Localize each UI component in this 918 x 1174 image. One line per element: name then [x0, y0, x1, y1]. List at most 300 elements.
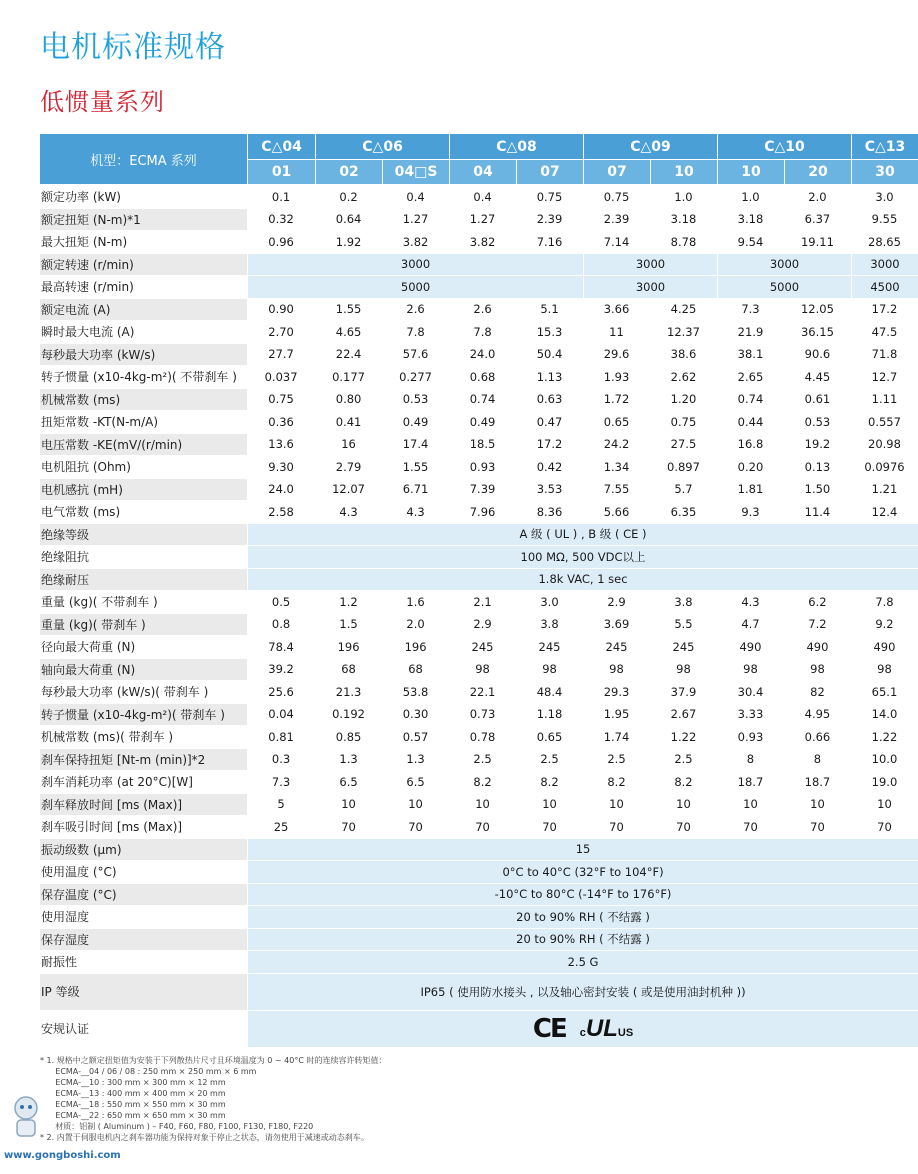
- spec-value: 14.0: [851, 703, 918, 726]
- spec-value: 21.9: [717, 320, 784, 343]
- spec-value: 16: [315, 433, 382, 456]
- spec-value: 5.5: [650, 613, 717, 636]
- spec-value: 2.79: [315, 455, 382, 478]
- spec-value: 6.71: [382, 478, 449, 501]
- model-code-header: 07: [516, 160, 583, 185]
- spec-value: 0.0976: [851, 455, 918, 478]
- spec-label: 最高转速 (r/min): [40, 275, 247, 298]
- page-title: 电机标准规格: [40, 30, 226, 65]
- spec-value: 7.55: [583, 478, 650, 501]
- spec-label: 电机阻抗 (Ohm): [40, 455, 247, 478]
- spec-row: [40, 230, 918, 253]
- spec-value: 82: [784, 680, 851, 703]
- spec-row: [40, 860, 918, 883]
- spec-value: 19.0: [851, 770, 918, 793]
- spec-value: 12.4: [851, 500, 918, 523]
- spec-value: 4.65: [315, 320, 382, 343]
- spec-value: 0.897: [650, 455, 717, 478]
- spec-value: 9.54: [717, 230, 784, 253]
- spec-value: 0.57: [382, 725, 449, 748]
- model-code-header: 30: [851, 160, 918, 185]
- spec-value: 17.4: [382, 433, 449, 456]
- spec-value: 7.8: [449, 320, 516, 343]
- spec-value: 10: [784, 793, 851, 816]
- spec-value: 70: [516, 815, 583, 838]
- spec-value: 11.4: [784, 500, 851, 523]
- spec-value: 2.1: [449, 590, 516, 613]
- spec-value: 4.3: [382, 500, 449, 523]
- footnotes: [40, 1055, 386, 1143]
- spec-value: 70: [583, 815, 650, 838]
- spec-merged-value: 3000: [851, 253, 918, 276]
- spec-value: 8.78: [650, 230, 717, 253]
- spec-value: 0.8: [247, 613, 315, 636]
- spec-value: 53.8: [382, 680, 449, 703]
- spec-label: 最大扭矩 (N-m): [40, 230, 247, 253]
- spec-value: 0.557: [851, 410, 918, 433]
- spec-value: 24.0: [449, 343, 516, 366]
- spec-value: 1.22: [650, 725, 717, 748]
- series-header: C△09: [583, 134, 717, 160]
- spec-value: 3.66: [583, 298, 650, 321]
- watermark-url: www.gongboshi.com: [4, 1150, 121, 1161]
- spec-label: 额定电流 (A): [40, 298, 247, 321]
- spec-value: 0.90: [247, 298, 315, 321]
- spec-label: 每秒最大功率 (kW/s): [40, 343, 247, 366]
- spec-value: 6.5: [382, 770, 449, 793]
- spec-label: 电气常数 (ms): [40, 500, 247, 523]
- spec-value: 6.2: [784, 590, 851, 613]
- spec-value: 12.7: [851, 365, 918, 388]
- spec-value: 1.72: [583, 388, 650, 411]
- spec-label: 电机感抗 (mH): [40, 478, 247, 501]
- spec-value: 98: [717, 658, 784, 681]
- footnote-line: * 2. 内置于伺服电机内之刹车器功能为保持对象于停止之状态，请勿使用于减速或动态刹车。: [40, 1133, 369, 1142]
- spec-label: 径向最大荷重 (N): [40, 635, 247, 658]
- spec-value: 22.4: [315, 343, 382, 366]
- spec-label: 机械常数 (ms): [40, 388, 247, 411]
- spec-value: 2.0: [784, 185, 851, 208]
- spec-row: [40, 455, 918, 478]
- spec-value: 0.13: [784, 455, 851, 478]
- spec-value: 0.75: [583, 185, 650, 208]
- spec-value: 1.34: [583, 455, 650, 478]
- spec-table-container: [40, 134, 906, 1047]
- spec-value: 0.4: [382, 185, 449, 208]
- spec-value: 8: [784, 748, 851, 771]
- spec-value: 0.47: [516, 410, 583, 433]
- spec-value: 70: [449, 815, 516, 838]
- spec-value: 1.2: [315, 590, 382, 613]
- spec-merged-value: 20 to 90% RH ( 不结露 ): [247, 928, 918, 951]
- spec-value: 1.95: [583, 703, 650, 726]
- spec-merged-value: 2.5 G: [247, 950, 918, 973]
- spec-row: [40, 680, 918, 703]
- spec-merged-value: 5000: [247, 275, 583, 298]
- spec-row: [40, 478, 918, 501]
- spec-row: [40, 523, 918, 546]
- spec-value: 2.65: [717, 365, 784, 388]
- spec-label: 保存温度 (°C): [40, 883, 247, 906]
- spec-value: 48.4: [516, 680, 583, 703]
- spec-value: 16.8: [717, 433, 784, 456]
- spec-value: 24.2: [583, 433, 650, 456]
- spec-value: 0.177: [315, 365, 382, 388]
- spec-label: 扭矩常数 -KT(N-m/A): [40, 410, 247, 433]
- spec-value: 47.5: [851, 320, 918, 343]
- spec-value: 2.39: [516, 208, 583, 231]
- spec-value: 0.61: [784, 388, 851, 411]
- footnote-line: ECMA-__10 : 300 mm × 300 mm × 12 mm: [40, 1078, 226, 1087]
- spec-value: 2.39: [583, 208, 650, 231]
- series-header: C△13: [851, 134, 918, 160]
- spec-value: 12.37: [650, 320, 717, 343]
- spec-row: [40, 815, 918, 838]
- ul-letters: UL: [585, 1014, 618, 1042]
- spec-value: 11: [583, 320, 650, 343]
- spec-value: 1.11: [851, 388, 918, 411]
- spec-label: 额定功率 (kW): [40, 185, 247, 208]
- spec-value: 3.0: [851, 185, 918, 208]
- spec-value: 8: [717, 748, 784, 771]
- spec-label: 每秒最大功率 (kW/s)( 带刹车 ): [40, 680, 247, 703]
- series-header: C△10: [717, 134, 851, 160]
- spec-value: 38.6: [650, 343, 717, 366]
- spec-value: 0.74: [449, 388, 516, 411]
- spec-row: [40, 635, 918, 658]
- spec-value: 17.2: [851, 298, 918, 321]
- spec-row: [40, 838, 918, 861]
- spec-label: 轴向最大荷重 (N): [40, 658, 247, 681]
- spec-label: 机械常数 (ms)( 带刹车 ): [40, 725, 247, 748]
- spec-value: 18.7: [717, 770, 784, 793]
- spec-row: [40, 658, 918, 681]
- spec-value: 6.35: [650, 500, 717, 523]
- spec-value: 98: [583, 658, 650, 681]
- spec-value: 19.2: [784, 433, 851, 456]
- spec-row: [40, 433, 918, 456]
- spec-value: 4.45: [784, 365, 851, 388]
- series-header: C△08: [449, 134, 583, 160]
- spec-value: 7.8: [382, 320, 449, 343]
- spec-value: 36.15: [784, 320, 851, 343]
- spec-merged-value: -10°C to 80°C (-14°F to 176°F): [247, 883, 918, 906]
- spec-value: 1.21: [851, 478, 918, 501]
- spec-label: 瞬时最大电流 (A): [40, 320, 247, 343]
- spec-value: 10: [449, 793, 516, 816]
- certification-marks: [533, 1014, 633, 1044]
- spec-value: 4.3: [717, 590, 784, 613]
- spec-value: 1.0: [650, 185, 717, 208]
- spec-merged-value: 1.8k VAC, 1 sec: [247, 568, 918, 591]
- spec-value: 6.37: [784, 208, 851, 231]
- spec-merged-value: 5000: [717, 275, 851, 298]
- spec-value: 1.81: [717, 478, 784, 501]
- spec-value: 0.41: [315, 410, 382, 433]
- spec-value: 2.5: [516, 748, 583, 771]
- spec-row: [40, 500, 918, 523]
- spec-value: 98: [851, 658, 918, 681]
- model-code-header: 02: [315, 160, 382, 185]
- spec-value: 0.93: [449, 455, 516, 478]
- spec-value: 2.5: [650, 748, 717, 771]
- spec-value: 3.18: [717, 208, 784, 231]
- spec-row: [40, 320, 918, 343]
- spec-row: [40, 725, 918, 748]
- spec-merged-value: A 级 ( UL ) , B 级 ( CE ): [247, 523, 918, 546]
- spec-merged-value: 15: [247, 838, 918, 861]
- spec-label: 使用温度 (°C): [40, 860, 247, 883]
- spec-value: 57.6: [382, 343, 449, 366]
- spec-value: 7.16: [516, 230, 583, 253]
- spec-merged-value: 3000: [247, 253, 583, 276]
- spec-label: 绝缘等级: [40, 523, 247, 546]
- spec-value: 0.04: [247, 703, 315, 726]
- spec-value: 4.7: [717, 613, 784, 636]
- footnote-line: ECMA-__18 : 550 mm × 550 mm × 30 mm: [40, 1100, 226, 1109]
- spec-value: 8.36: [516, 500, 583, 523]
- spec-label: 转子惯量 (x10-4kg-m²)( 带刹车 ): [40, 703, 247, 726]
- spec-value: 0.68: [449, 365, 516, 388]
- spec-value: 3.53: [516, 478, 583, 501]
- spec-row: [40, 793, 918, 816]
- spec-row: [40, 185, 918, 208]
- spec-value: 0.64: [315, 208, 382, 231]
- spec-label: 转子惯量 (x10-4kg-m²)( 不带刹车 ): [40, 365, 247, 388]
- spec-value: 4.95: [784, 703, 851, 726]
- footnote-line: 材质：铝制 ( Aluminum ) – F40, F60, F80, F100, F130, F180, F220: [40, 1122, 314, 1131]
- spec-value: 0.81: [247, 725, 315, 748]
- footnote-line: ECMA-__22 : 650 mm × 650 mm × 30 mm: [40, 1111, 226, 1120]
- spec-value: 490: [784, 635, 851, 658]
- spec-value: 7.96: [449, 500, 516, 523]
- spec-value: 0.4: [449, 185, 516, 208]
- spec-value: 2.5: [583, 748, 650, 771]
- spec-label: 绝缘耐压: [40, 568, 247, 591]
- spec-value: 0.53: [784, 410, 851, 433]
- spec-value: 196: [382, 635, 449, 658]
- spec-merged-value: 100 MΩ, 500 VDC以上: [247, 545, 918, 568]
- spec-label: 刹车释放时间 [ms (Max)]: [40, 793, 247, 816]
- spec-value: 2.70: [247, 320, 315, 343]
- spec-value: 9.3: [717, 500, 784, 523]
- spec-value: 0.65: [583, 410, 650, 433]
- spec-value: 27.5: [650, 433, 717, 456]
- spec-value: 8.2: [583, 770, 650, 793]
- spec-value: 0.3: [247, 748, 315, 771]
- spec-value: 1.50: [784, 478, 851, 501]
- spec-value: 0.80: [315, 388, 382, 411]
- spec-value: 0.93: [717, 725, 784, 748]
- spec-value: 0.78: [449, 725, 516, 748]
- spec-value: 10.0: [851, 748, 918, 771]
- spec-value: 9.2: [851, 613, 918, 636]
- spec-value: 21.3: [315, 680, 382, 703]
- spec-value: 12.05: [784, 298, 851, 321]
- spec-value: 245: [650, 635, 717, 658]
- spec-row: [40, 905, 918, 928]
- spec-value: 0.74: [717, 388, 784, 411]
- spec-value: 10: [650, 793, 717, 816]
- spec-value: 7.14: [583, 230, 650, 253]
- spec-value: 28.65: [851, 230, 918, 253]
- spec-label: 安规认证: [40, 1010, 247, 1047]
- spec-row: [40, 208, 918, 231]
- spec-value: 2.67: [650, 703, 717, 726]
- spec-value: 5: [247, 793, 315, 816]
- spec-row: [40, 298, 918, 321]
- spec-value: 25.6: [247, 680, 315, 703]
- spec-value: 8.2: [449, 770, 516, 793]
- spec-value: 0.2: [315, 185, 382, 208]
- spec-value: 68: [315, 658, 382, 681]
- spec-row: [40, 545, 918, 568]
- spec-value: 1.13: [516, 365, 583, 388]
- spec-row: [40, 365, 918, 388]
- spec-value: 0.96: [247, 230, 315, 253]
- spec-value: 98: [650, 658, 717, 681]
- spec-value: 6.5: [315, 770, 382, 793]
- model-code-header: 07: [583, 160, 650, 185]
- spec-label: IP 等级: [40, 973, 247, 1010]
- spec-label: 额定转速 (r/min): [40, 253, 247, 276]
- spec-value: 1.55: [382, 455, 449, 478]
- spec-value: 2.9: [583, 590, 650, 613]
- spec-row: [40, 1010, 918, 1047]
- spec-value: 19.11: [784, 230, 851, 253]
- spec-value: 0.42: [516, 455, 583, 478]
- spec-value: 3.8: [650, 590, 717, 613]
- spec-row: [40, 410, 918, 433]
- spec-value: 1.22: [851, 725, 918, 748]
- spec-value: 70: [717, 815, 784, 838]
- spec-value: 17.2: [516, 433, 583, 456]
- spec-value: 245: [449, 635, 516, 658]
- spec-value: 1.3: [315, 748, 382, 771]
- spec-label: 振动级数 (μm): [40, 838, 247, 861]
- spec-value: 0.49: [449, 410, 516, 433]
- spec-value: 0.85: [315, 725, 382, 748]
- spec-value: 10: [516, 793, 583, 816]
- spec-value: 2.6: [382, 298, 449, 321]
- spec-value: 0.75: [247, 388, 315, 411]
- footnote-line: ECMA-__04 / 06 / 08 : 250 mm × 250 mm × 6 mm: [40, 1067, 257, 1076]
- spec-value: 4.25: [650, 298, 717, 321]
- spec-value: 9.55: [851, 208, 918, 231]
- spec-row: [40, 770, 918, 793]
- spec-value: 7.3: [717, 298, 784, 321]
- spec-value: 0.49: [382, 410, 449, 433]
- spec-value: 2.58: [247, 500, 315, 523]
- spec-value: 70: [650, 815, 717, 838]
- spec-label: 额定扭矩 (N-m)*1: [40, 208, 247, 231]
- model-code-header: 04□S: [382, 160, 449, 185]
- ul-suffix: US: [617, 1026, 634, 1039]
- spec-value: 98: [784, 658, 851, 681]
- spec-value: 10: [851, 793, 918, 816]
- spec-value: 1.93: [583, 365, 650, 388]
- spec-value: 29.3: [583, 680, 650, 703]
- spec-label: 保存湿度: [40, 928, 247, 951]
- spec-value: 0.30: [382, 703, 449, 726]
- spec-value: 2.0: [382, 613, 449, 636]
- spec-value: 22.1: [449, 680, 516, 703]
- spec-value: 10: [315, 793, 382, 816]
- spec-merged-value: 4500: [851, 275, 918, 298]
- spec-value: 196: [315, 635, 382, 658]
- page-subtitle: 低惯量系列: [40, 88, 165, 116]
- spec-value: 2.5: [449, 748, 516, 771]
- spec-value: 18.5: [449, 433, 516, 456]
- spec-row: [40, 253, 918, 276]
- spec-value: 5.1: [516, 298, 583, 321]
- spec-row: [40, 275, 918, 298]
- spec-value: 1.92: [315, 230, 382, 253]
- spec-value: 12.07: [315, 478, 382, 501]
- spec-value: 3.82: [382, 230, 449, 253]
- spec-value: 7.8: [851, 590, 918, 613]
- spec-value: 1.74: [583, 725, 650, 748]
- ce-mark-icon: CE: [532, 1013, 566, 1044]
- spec-value: 0.192: [315, 703, 382, 726]
- spec-value: 70: [382, 815, 449, 838]
- spec-label: 使用湿度: [40, 905, 247, 928]
- spec-value: 0.75: [650, 410, 717, 433]
- spec-value: 37.9: [650, 680, 717, 703]
- spec-value: 70: [784, 815, 851, 838]
- spec-value: 0.63: [516, 388, 583, 411]
- spec-value: 3.82: [449, 230, 516, 253]
- spec-value: 1.6: [382, 590, 449, 613]
- model-code-header: 10: [650, 160, 717, 185]
- spec-row: [40, 343, 918, 366]
- spec-row: [40, 613, 918, 636]
- spec-value: 0.32: [247, 208, 315, 231]
- spec-value: 30.4: [717, 680, 784, 703]
- model-code-header: 01: [247, 160, 315, 185]
- model-code-header: 20: [784, 160, 851, 185]
- spec-value: 245: [516, 635, 583, 658]
- spec-value: 5.7: [650, 478, 717, 501]
- spec-value: 0.75: [516, 185, 583, 208]
- spec-row: [40, 703, 918, 726]
- spec-value: 3.69: [583, 613, 650, 636]
- spec-row: [40, 388, 918, 411]
- spec-value: 3.8: [516, 613, 583, 636]
- spec-value: 3.33: [717, 703, 784, 726]
- series-header: C△06: [315, 134, 449, 160]
- spec-row: [40, 973, 918, 1010]
- spec-value: 18.7: [784, 770, 851, 793]
- spec-label: 刹车吸引时间 [ms (Max)]: [40, 815, 247, 838]
- spec-merged-value: 3000: [583, 275, 717, 298]
- spec-value: 0.5: [247, 590, 315, 613]
- certification-cell: [247, 1010, 918, 1047]
- spec-value: 29.6: [583, 343, 650, 366]
- spec-label: 重量 (kg)( 不带刹车 ): [40, 590, 247, 613]
- spec-merged-value: IP65 ( 使用防水接头 , 以及轴心密封安装 ( 或是使用油封机种 )): [247, 973, 918, 1010]
- spec-label: 刹车保持扭矩 [Nt-m (min)]*2: [40, 748, 247, 771]
- spec-value: 1.3: [382, 748, 449, 771]
- spec-value: 7.2: [784, 613, 851, 636]
- spec-value: 78.4: [247, 635, 315, 658]
- spec-value: 98: [449, 658, 516, 681]
- spec-value: 2.62: [650, 365, 717, 388]
- spec-value: 3.18: [650, 208, 717, 231]
- spec-value: 3.0: [516, 590, 583, 613]
- spec-value: 0.1: [247, 185, 315, 208]
- spec-row: [40, 928, 918, 951]
